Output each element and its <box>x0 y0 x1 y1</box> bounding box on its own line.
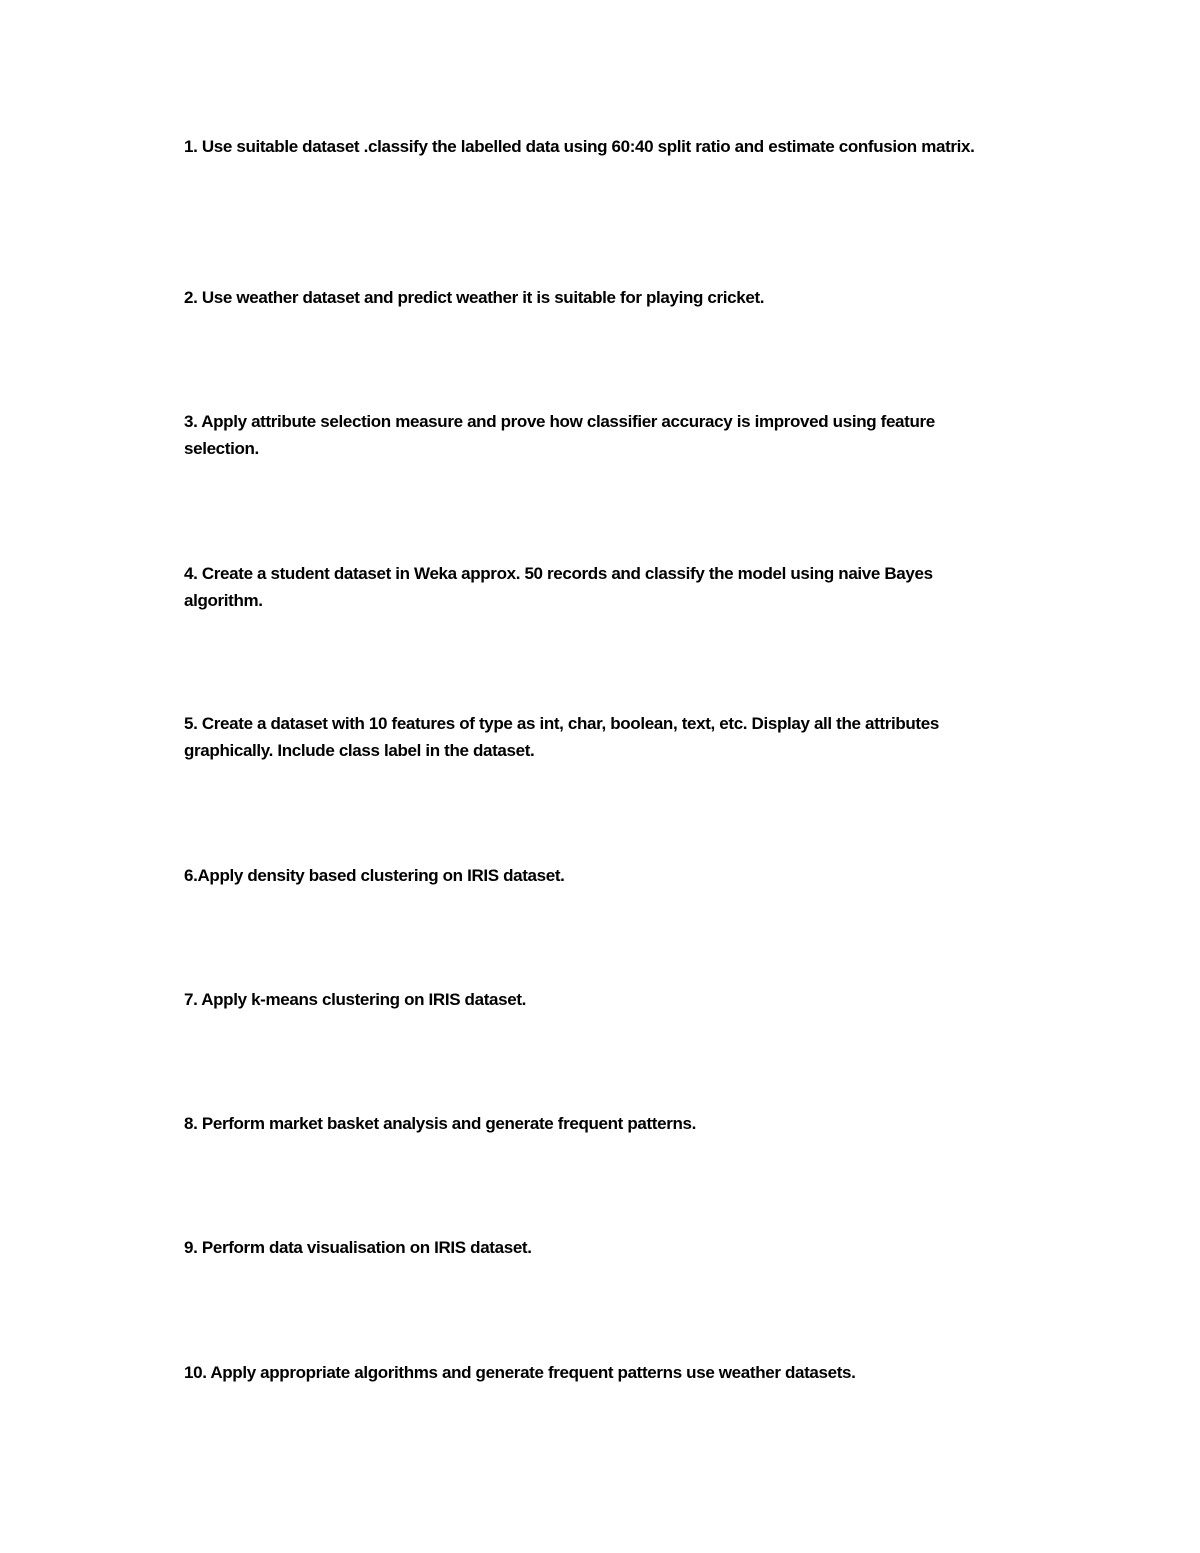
question-3: 3. Apply attribute selection measure and prove how classifier accuracy is improved using feature selection. <box>184 412 935 458</box>
question-2: 2. Use weather dataset and predict weather it is suitable for playing cricket. <box>184 288 765 307</box>
question-7: 7. Apply k-means clustering on IRIS dataset. <box>184 990 527 1009</box>
question-8: 8. Perform market basket analysis and generate frequent patterns. <box>184 1114 697 1133</box>
question-1: 1. Use suitable dataset .classify the labelled data using 60:40 split ratio and estimate confusion matrix. <box>184 137 975 156</box>
question-6: 6.Apply density based clustering on IRIS dataset. <box>184 866 565 885</box>
question-5: 5. Create a dataset with 10 features of type as int, char, boolean, text, etc. Display all the attributes graphically. Include class label in the dataset. <box>184 714 939 760</box>
question-10: 10. Apply appropriate algorithms and generate frequent patterns use weather datasets. <box>184 1363 856 1382</box>
question-9: 9. Perform data visualisation on IRIS dataset. <box>184 1238 532 1257</box>
question-4: 4. Create a student dataset in Weka approx. 50 records and classify the model using naive Bayes algorithm. <box>184 564 933 610</box>
